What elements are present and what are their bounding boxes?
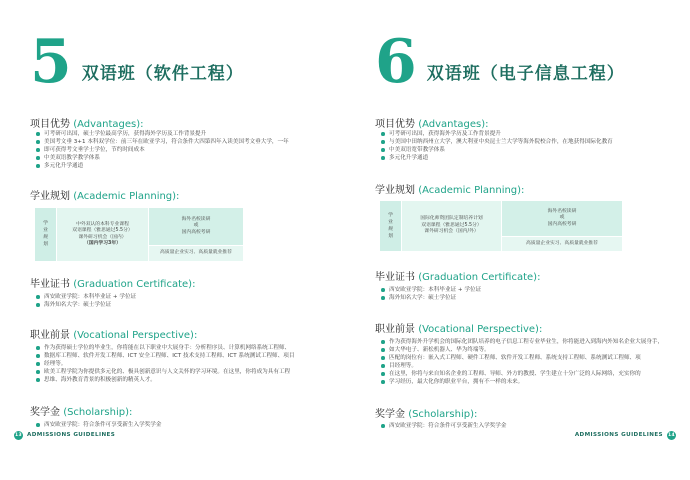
list-item: 思维、海外教育背景的积极创新的精英人才。 (36, 376, 326, 384)
planning-table (34, 207, 244, 262)
list-item: 中美双语教学教学体系 (36, 154, 326, 162)
footer-text: ADMISSIONS GUIDELINES (574, 432, 663, 438)
planning-right-bottom-cell: 高质量企业实习、高质量就业推荐 (502, 236, 623, 251)
left-footer (14, 430, 115, 440)
planning-right-top-cell: 海外名校读研 或 国内高校考研 (502, 201, 623, 237)
list-item: 与美国中田纳西州立大学，澳大利亚中央昆士兰大学等海外院校合作，在地获得国际化教育 (381, 138, 671, 146)
list-item: 在这里，你将与来自知名企业的工程师、导师、外方的教授、学生建立十分广泛的人际网络，充实你的 (381, 370, 681, 378)
list-item: 西安欧亚学院：本科毕业证 + 学位证 (36, 293, 326, 301)
planning-table (379, 200, 623, 252)
left-heading (30, 27, 244, 97)
list-item: 如大华电子、新松机器人、华为终端等。 (381, 346, 681, 354)
list-item: 即可获得考文垂学士学位，节约时间成本 (36, 146, 326, 154)
program-title: 双语班（软件工程） (81, 64, 244, 84)
planning-label-cell: 学业规划 (35, 208, 57, 262)
vocational-list (36, 344, 326, 384)
right-heading (375, 27, 625, 97)
right-page (345, 0, 690, 480)
scholarship-title: 奖学金 (Scholarship): (375, 409, 478, 420)
list-item: 多元化升学通道 (381, 154, 671, 162)
section-number: 6 (375, 27, 417, 97)
list-item: 多元化升学通道 (36, 162, 326, 170)
scholarship-list (381, 422, 671, 430)
list-item: 目经理等。 (381, 362, 681, 370)
planning-title: 学业规划 (Academic Planning): (375, 185, 525, 196)
certificate-title: 毕业证书 (Graduation Certificate): (375, 272, 541, 283)
list-item: 西安欧亚学院：本科毕业证 + 学位证 (381, 286, 671, 294)
list-item: 海外知名大学：硕士学位证 (36, 301, 326, 309)
advantages-list (381, 130, 671, 162)
list-item: 海外知名大学：硕士学位证 (381, 294, 671, 302)
list-item: 可考研可出国，硕士学位最高学历，获得海外学历及工作背景提升 (36, 130, 326, 138)
planning-mid-cell: 中外双认的本科专业课程 双语课程（雅思通过5.5分） 课外研习机会（国内） （国内学习3年） (57, 208, 149, 262)
certificate-title: 毕业证书 (Graduation Certificate): (30, 279, 196, 290)
list-item: 作为获得海外升学机会的国际化团队培养的电子信息工程专业毕业生，你将能进入到海内外知名企业大展身手， (381, 338, 681, 346)
list-item: 西安欧亚学院：符合条件可享受新生入学奖学金 (381, 422, 671, 430)
advantages-title: 项目优势 (Advantages): (375, 119, 489, 130)
page-number: 13 (14, 432, 23, 438)
vocational-list (381, 338, 681, 386)
list-item: 经理等。 (36, 360, 326, 368)
list-item: 学习经历，最大化你的职业平台，拥有不一样的未来。 (381, 378, 681, 386)
list-item: 美国考文垂 3+1 本科双学位：前三年在欧亚学习，符合条件大四第四年入读美国考文垂大学，一年 (36, 138, 326, 146)
section-number: 5 (30, 27, 72, 97)
list-item: 可考研可出国，获得海外学历及工作背景提升 (381, 130, 671, 138)
planning-label-cell: 学业规划 (380, 201, 402, 252)
planning-mid-cell: 国际化师资团队定制培养计划 双语课程（雅思通过5.5分） 课外研习机会（国内/外） (402, 201, 502, 252)
list-item: 中美双语宽带教学体系 (381, 146, 671, 154)
right-footer (575, 430, 676, 440)
vocational-title: 职业前景 (Vocational Perspective): (375, 324, 543, 335)
list-item: 作为获得硕士学位的毕业生，你将能在以下职业中大展身手：分析程序员、计算机网络系统工程师、 (36, 344, 326, 352)
list-item: 欧美工程学院为你提供多元化的、极具创新意识与人文关怀的学习环境。在这里，你将成为具有工程 (36, 368, 326, 376)
advantages-title: 项目优势 (Advantages): (30, 119, 144, 130)
footer-text: ADMISSIONS GUIDELINES (27, 432, 116, 438)
list-item: 匹配的岗位有：嵌入式工程师、硬件工程师、软件开发工程师、系统支持工程师、系统测试工程师、项 (381, 354, 681, 362)
vocational-title: 职业前景 (Vocational Perspective): (30, 330, 198, 341)
list-item: 西安欧亚学院：符合条件可享受新生入学奖学金 (36, 421, 326, 429)
certificate-list (381, 286, 671, 302)
advantages-list (36, 130, 326, 170)
certificate-list (36, 293, 326, 309)
planning-right-bottom-cell: 高质量企业实习、高质量就业推荐 (149, 245, 244, 261)
scholarship-list (36, 421, 326, 429)
list-item: 数据库工程师、软件开发工程师、ICT 安全工程师、ICT 技术支持工程师、ICT 系统测试工程师、项目 (36, 352, 326, 360)
scholarship-title: 奖学金 (Scholarship): (30, 407, 133, 418)
program-title: 双语班（电子信息工程） (426, 64, 625, 84)
planning-title: 学业规划 (Academic Planning): (30, 191, 180, 202)
page-number: 14 (667, 432, 676, 438)
planning-right-top-cell: 海外名校读研 或 国内高校考研 (149, 208, 244, 246)
